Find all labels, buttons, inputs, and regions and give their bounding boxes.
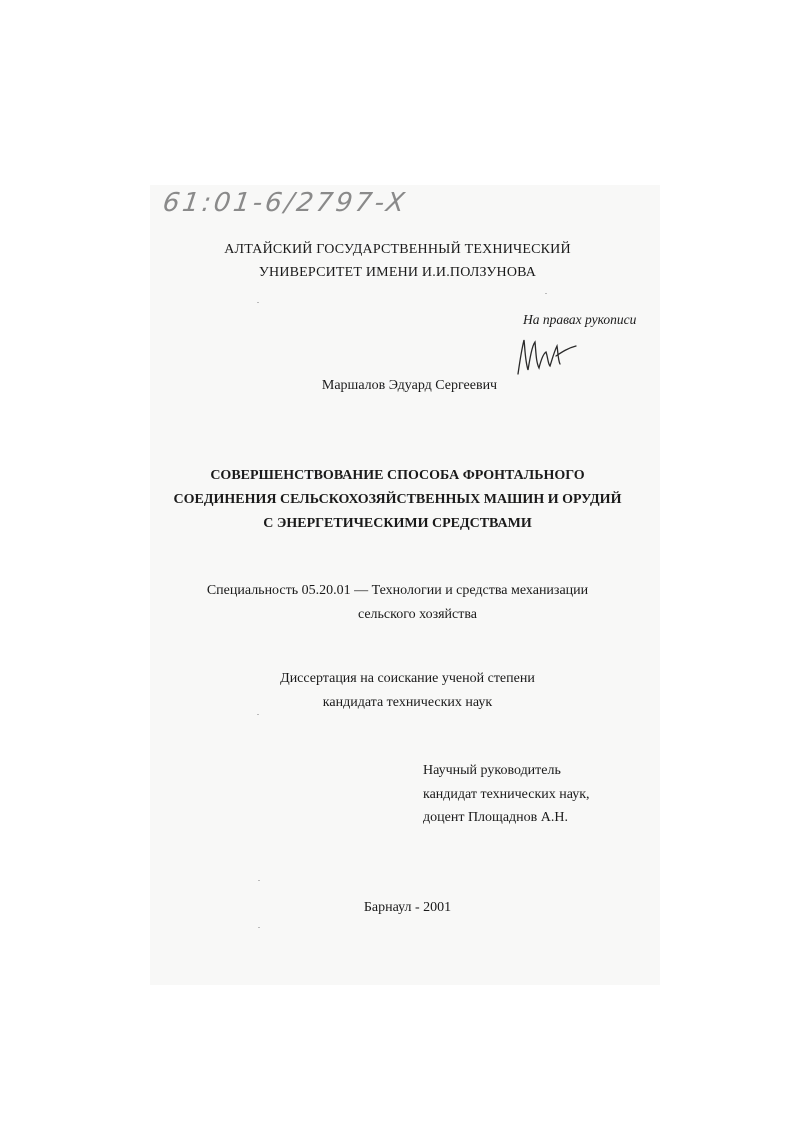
specialty-line2: сельского хозяйства (357, 607, 478, 622)
dissertation-title-line1: СОВЕРШЕНСТВОВАНИЕ СПОСОБА ФРОНТАЛЬНОГО (210, 468, 585, 483)
degree-line1: Диссертация на соискание ученой степени (280, 671, 535, 686)
university-name-line2: УНИВЕРСИТЕТ ИМЕНИ И.И.ПОЛЗУНОВА (258, 265, 537, 280)
supervisor-line1: Научный руководитель (423, 763, 561, 778)
scan-speck (257, 302, 259, 303)
scan-speck (545, 293, 547, 294)
handwritten-archive-code: 61:01-6/2797-X (160, 188, 410, 218)
supervisor-line3: доцент Площаднов А.Н. (423, 810, 568, 825)
author-name: Маршалов Эдуард Сергеевич (321, 378, 498, 393)
supervisor-line2: кандидат технических наук, (423, 787, 590, 802)
specialty-line1: Специальность 05.20.01 — Технологии и средства механизации (206, 583, 589, 598)
dissertation-title-line2: СОЕДИНЕНИЯ СЕЛЬСКОХОЗЯЙСТВЕННЫХ МАШИН И ОРУДИЙ (173, 492, 622, 507)
scan-speck (258, 927, 260, 928)
degree-line2: кандидата технических наук (322, 695, 493, 710)
university-name-line1: АЛТАЙСКИЙ ГОСУДАРСТВЕННЫЙ ТЕХНИЧЕСКИЙ (224, 242, 571, 257)
place-and-year: Барнаул - 2001 (363, 900, 452, 915)
scan-speck (258, 880, 260, 881)
manuscript-rights-note: На правах рукописи (523, 312, 637, 327)
dissertation-title-line3: С ЭНЕРГЕТИЧЕСКИМИ СРЕДСТВАМИ (263, 516, 532, 531)
author-signature (510, 330, 580, 380)
scan-speck (257, 714, 259, 715)
